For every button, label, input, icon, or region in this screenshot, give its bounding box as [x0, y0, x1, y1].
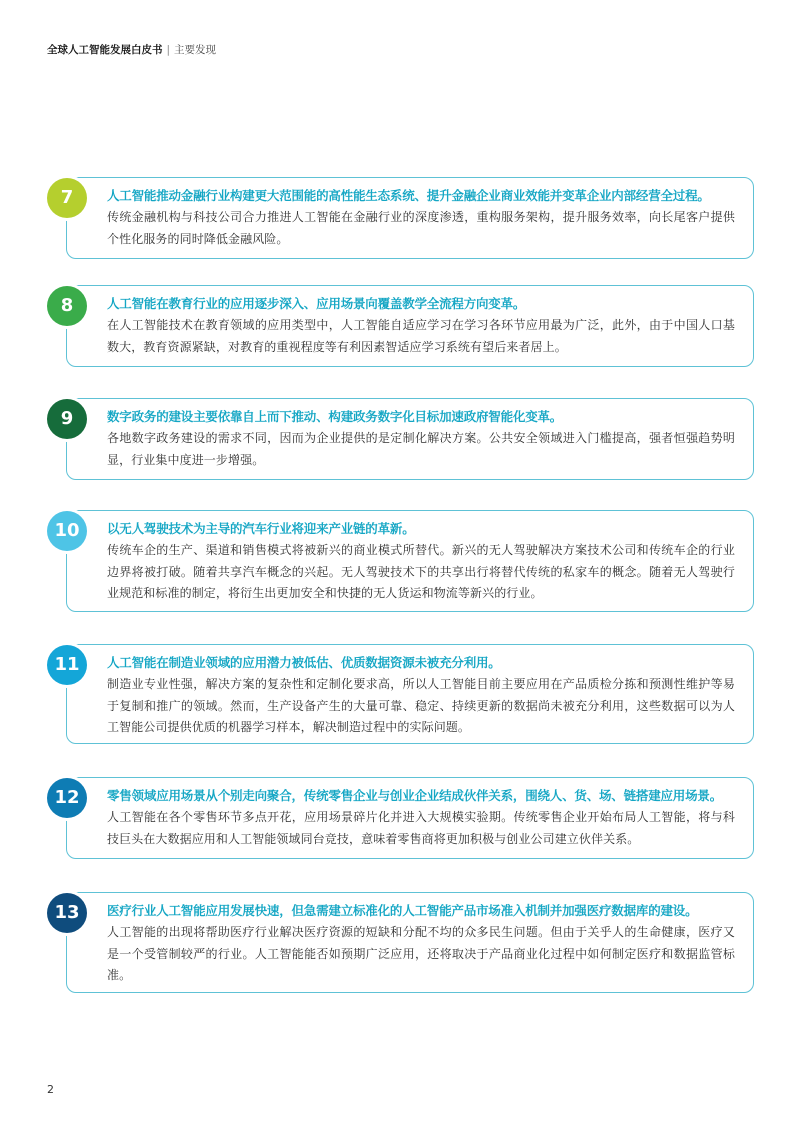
section-title: 主要发现	[174, 44, 217, 56]
finding-card	[66, 644, 754, 744]
finding-number-badge: 8	[47, 286, 87, 326]
finding-title: 医疗行业人工智能应用发展快速，但急需建立标准化的人工智能产品市场准入机制并加强医疗数据库的建设。	[107, 903, 698, 918]
finding-title: 零售领域应用场景从个别走向聚合，传统零售企业与创业企业结成伙伴关系，围绕人、货、场、链搭建应用场景。	[107, 788, 723, 803]
finding-card	[66, 177, 754, 259]
finding-number-badge: 12	[47, 778, 87, 818]
finding-card	[66, 892, 754, 993]
finding-number-badge: 9	[47, 399, 87, 439]
finding-number-badge: 7	[47, 178, 87, 218]
finding-body: 传统金融机构与科技公司合力推进人工智能在金融行业的深度渗透，重构服务架构，提升服务效率，向长尾客户提供个性化服务的同时降低金融风险。	[107, 210, 735, 246]
finding-title: 人工智能在制造业领域的应用潜力被低估、优质数据资源未被充分利用。	[107, 655, 501, 670]
finding-card	[66, 510, 754, 612]
document-title: 全球人工智能发展白皮书	[47, 44, 163, 56]
finding-card	[66, 777, 754, 859]
finding-body: 人工智能在各个零售环节多点开花，应用场景碎片化并进入大规模实验期。传统零售企业开始布局人工智能，将与科技巨头在大数据应用和人工智能领域同台竞技，意味着零售商将更加积极与创业公司建立伙伴关系。	[107, 810, 735, 846]
finding-body: 各地数字政务建设的需求不同，因而为企业提供的是定制化解决方案。公共安全领域进入门槛提高，强者恒强趋势明显，行业集中度进一步增强。	[107, 431, 735, 467]
header-separator: |	[166, 44, 171, 56]
finding-body: 制造业专业性强，解决方案的复杂性和定制化要求高，所以人工智能目前主要应用在产品质检分拣和预测性维护等易于复制和推广的领域。然而，生产设备产生的大量可靠、稳定、持续更新的数据尚未被充分利用，这些数据可以为人工智能公司提供优质的机器学习样本，解决制造过程中的实际问题。	[107, 677, 735, 734]
finding-body: 传统车企的生产、渠道和销售模式将被新兴的商业模式所替代。新兴的无人驾驶解决方案技术公司和传统车企的行业边界将被打破。随着共享汽车概念的兴起。无人驾驶技术下的共享出行将替代传统的私家车的概念。随着无人驾驶行业规范和标准的制定，将衍生出更加安全和快捷的无人货运和物流等新兴的行业。	[107, 543, 735, 600]
page-number: 2	[47, 1083, 54, 1096]
finding-number-badge: 13	[47, 893, 87, 933]
finding-number-badge: 11	[47, 645, 87, 685]
finding-body: 在人工智能技术在教育领域的应用类型中，人工智能自适应学习在学习各环节应用最为广泛，此外，由于中国人口基数大，教育资源紧缺，对教育的重视程度等有利因素智适应学习系统有望后来者居上。	[107, 318, 735, 354]
finding-title: 以无人驾驶技术为主导的汽车行业将迎来产业链的革新。	[107, 521, 415, 536]
finding-title: 人工智能在教育行业的应用逐步深入、应用场景向覆盖教学全流程方向变革。	[107, 296, 526, 311]
finding-title: 数字政务的建设主要依靠自上而下推动、构建政务数字化目标加速政府智能化变革。	[107, 409, 563, 424]
finding-title: 人工智能推动金融行业构建更大范围能的高性能生态系统、提升金融企业商业效能并变革企业内部经营全过程。	[107, 188, 710, 203]
finding-body: 人工智能的出现将帮助医疗行业解决医疗资源的短缺和分配不均的众多民生问题。但由于关乎人的生命健康，医疗又是一个受管制较严的行业。人工智能能否如预期广泛应用，还将取决于产品商业化过程中如何制定医疗和数据监管标准。	[107, 925, 735, 982]
finding-number-badge: 10	[47, 511, 87, 551]
finding-card	[66, 285, 754, 367]
finding-card	[66, 398, 754, 480]
